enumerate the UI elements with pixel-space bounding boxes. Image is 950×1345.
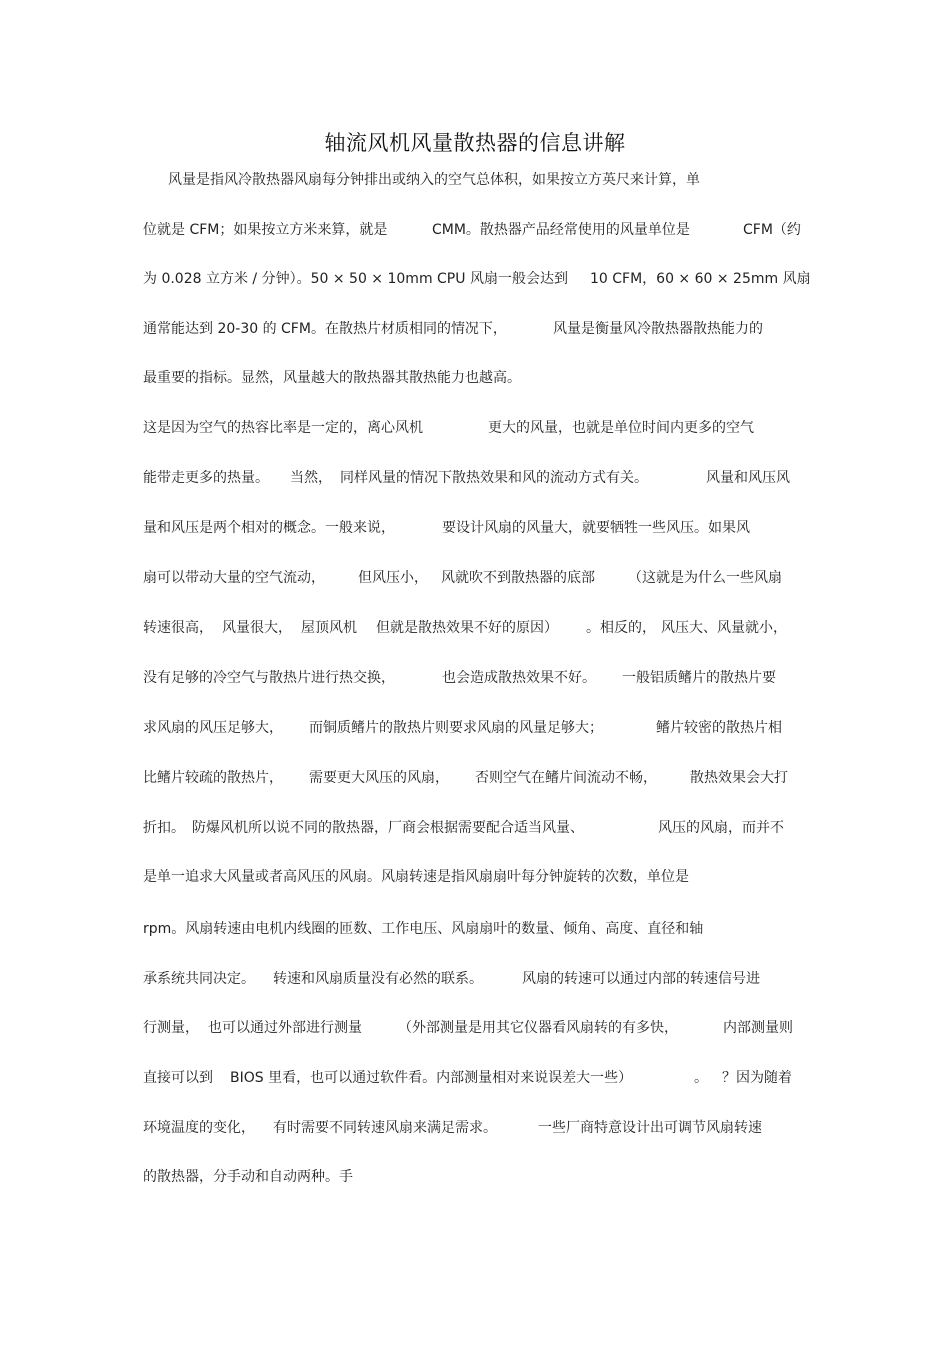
text-segment: 行测量， <box>143 1020 199 1036</box>
text-segment: 一般铝质鳍片的散热片要 <box>622 670 776 686</box>
text-segment: 更大的风量，也就是单位时间内更多的空气 <box>488 420 754 436</box>
text-segment: 环境温度的变化， <box>143 1120 255 1136</box>
paragraph-line <box>0 466 950 490</box>
text-segment: 一些厂商特意设计出可调节风扇转速 <box>538 1120 762 1136</box>
paragraph-line <box>0 267 950 291</box>
paragraph-line <box>0 865 950 889</box>
text-segment: 风量很大， <box>222 620 292 636</box>
text-segment: 要设计风扇的风量大，就要牺牲一些风压。如果风 <box>442 520 750 536</box>
paragraph-line <box>0 218 950 242</box>
text-segment: 转速和风扇质量没有必然的联系。 <box>273 971 483 987</box>
text-segment: 风量是衡量风冷散热器散热能力的 <box>553 321 763 337</box>
text-segment: CMM。散热器产品经常使用的风量单位是 <box>432 222 690 238</box>
text-segment: 风量是指风冷散热器风扇每分钟排出或纳入的空气总体积，如果按立方英尺来计算，单 <box>168 172 700 188</box>
text-segment: 风扇的转速可以通过内部的转速信号进 <box>522 971 760 987</box>
paragraph-line <box>0 816 950 840</box>
text-segment: 量和风压是两个相对的概念。一般来说， <box>143 520 395 536</box>
text-segment: 同样风量的情况下散热效果和风的流动方式有关。 <box>340 470 648 486</box>
text-segment: 有时需要不同转速风扇来满足需求。 <box>273 1120 497 1136</box>
paragraph-line <box>0 917 950 941</box>
text-segment: 内部测量则 <box>723 1020 793 1036</box>
paragraph-line <box>0 716 950 740</box>
paragraph-line <box>0 1066 950 1090</box>
text-segment: 风压的风扇，而并不 <box>658 820 784 836</box>
paragraph-line <box>0 366 950 390</box>
text-segment: 通常能达到 20-30 的 CFM。在散热片材质相同的情况下， <box>143 321 507 337</box>
text-segment: 。 <box>694 1070 708 1086</box>
text-segment: 否则空气在鳍片间流动不畅， <box>475 770 657 786</box>
text-segment: 但风压小， <box>358 570 428 586</box>
paragraph-line <box>0 766 950 790</box>
text-segment: 屋顶风机 <box>301 620 357 636</box>
document-title: 轴流风机风量散热器的信息讲解 <box>324 131 626 155</box>
text-segment: （这就是为什么一些风扇 <box>628 570 782 586</box>
text-segment: （外部测量是用其它仪器看风扇转的有多快， <box>398 1020 678 1036</box>
paragraph-line <box>0 1016 950 1040</box>
text-segment: 能带走更多的热量。 <box>143 470 269 486</box>
text-segment: 承系统共同决定。 <box>143 971 255 987</box>
text-segment: 的散热器，分手动和自动两种。手 <box>143 1169 353 1185</box>
paragraph-line <box>0 1116 950 1140</box>
text-segment: 风量和风压风 <box>706 470 790 486</box>
paragraph-line <box>0 516 950 540</box>
paragraph-line <box>0 967 950 991</box>
text-segment: 是单一追求大风量或者高风压的风扇。风扇转速是指风扇扇叶每分钟旋转的次数，单位是 <box>143 869 689 885</box>
text-segment: 。相反的， <box>586 620 656 636</box>
text-segment: 防爆风机所以说不同的散热器，厂商会根据需要配合适当风量、 <box>192 820 584 836</box>
text-segment: 最重要的指标。显然，风量越大的散热器其散热能力也越高。 <box>143 370 521 386</box>
text-segment: 也会造成散热效果不好。 <box>442 670 596 686</box>
paragraph-line <box>0 1165 950 1189</box>
text-segment: 而铜质鳍片的散热片则要求风扇的风量足够大； <box>309 720 603 736</box>
text-segment: 比鳍片较疏的散热片， <box>143 770 283 786</box>
text-segment: 这是因为空气的热容比率是一定的，离心风机 <box>143 420 423 436</box>
text-segment: 转速很高， <box>143 620 213 636</box>
text-segment: 但就是散热效果不好的原因） <box>376 620 558 636</box>
text-segment: rpm。风扇转速由电机内线圈的匝数、工作电压、风扇扇叶的数量、倾角、高度、直径和轴 <box>143 921 704 937</box>
text-segment: 当然， <box>290 470 332 486</box>
text-segment: 求风扇的风压足够大， <box>143 720 283 736</box>
text-segment: 鳍片较密的散热片相 <box>656 720 782 736</box>
text-segment: 10 CFM，60 × 60 × 25mm 风扇 <box>590 271 811 287</box>
text-segment: BIOS 里看，也可以通过软件看。内部测量相对来说误差大一些） <box>230 1070 633 1086</box>
text-segment: 需要更大风压的风扇， <box>309 770 449 786</box>
paragraph-line <box>0 616 950 640</box>
paragraph-line <box>0 168 950 192</box>
text-segment: 散热效果会大打 <box>690 770 788 786</box>
text-segment: 没有足够的冷空气与散热片进行热交换， <box>143 670 395 686</box>
text-segment: 扇可以带动大量的空气流动， <box>143 570 325 586</box>
text-segment: 直接可以到 <box>143 1070 213 1086</box>
text-segment: 为 0.028 立方米 / 分钟）。50 × 50 × 10mm CPU 风扇一般会达到 <box>143 271 568 287</box>
paragraph-line <box>0 317 950 341</box>
text-segment: CFM（约 <box>743 222 801 238</box>
text-segment: ？因为随着 <box>722 1070 792 1086</box>
text-segment: 折扣。 <box>143 820 185 836</box>
text-segment: 风就吹不到散热器的底部 <box>441 570 595 586</box>
paragraph-line <box>0 566 950 590</box>
text-segment: 位就是 CFM；如果按立方米来算，就是 <box>143 222 388 238</box>
text-segment: 风压大、风量就小， <box>661 620 787 636</box>
paragraph-line <box>0 416 950 440</box>
paragraph-line <box>0 666 950 690</box>
text-segment: 也可以通过外部进行测量 <box>208 1020 362 1036</box>
